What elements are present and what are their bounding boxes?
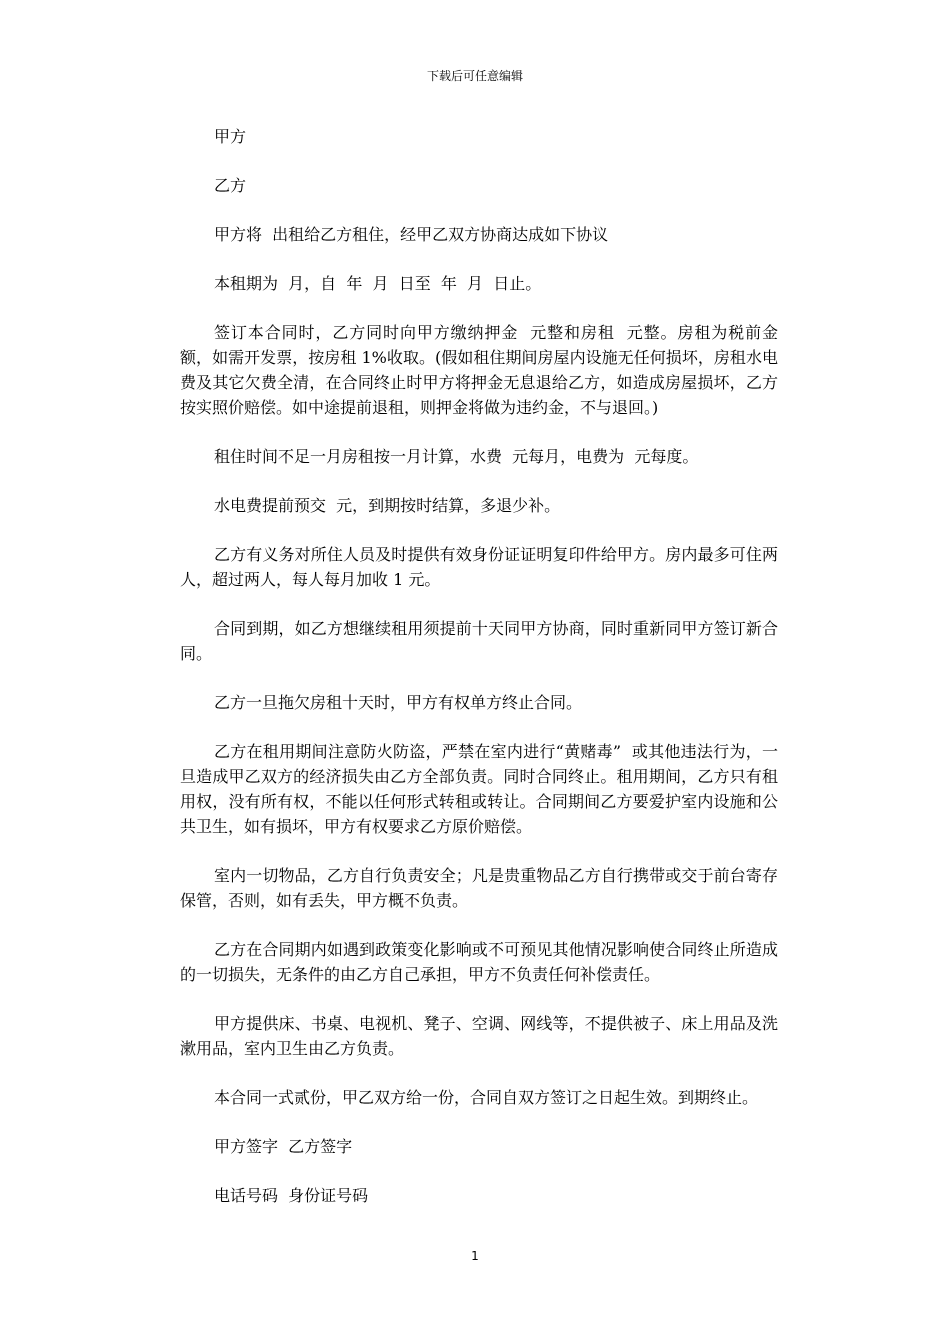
page-header: 下载后可任意编辑: [426, 69, 523, 83]
force-majeure-clause: 乙方在合同期内如遇到政策变化影响或不可预见其他情况影响使合同终止所造成的一切损失，无条件的由乙方自己承担，甲方不负责任何补偿责任。: [180, 940, 778, 984]
document-body: [180, 124, 778, 1232]
copies-clause: 本合同一式贰份，甲乙双方给一份，合同自双方签订之日起生效。到期终止。: [214, 1088, 759, 1107]
lease-term-clause: 本租期为 月，自 年 月 日至 年 月 日止。: [214, 274, 542, 293]
deposit-clause: 签订本合同时，乙方同时向甲方缴纳押金 元整和房租 元整。房租为税前金额，如需开发票，按房租 1%收取。(假如租住期间房屋内设施无任何损坏，房租水电费及其它欠费全清，在合同终止时甲方将押金无息退给乙方，如造成房屋损坏，乙方按实照价赔偿。如中途提前退租，则押金将做为违约金，不与退回。): [180, 323, 778, 417]
arrears-clause: 乙方一旦拖欠房租十天时，甲方有权单方终止合同。: [214, 693, 583, 712]
rent-calculation-clause: 租住时间不足一月房租按一月计算，水费 元每月，电费为 元每度。: [214, 447, 699, 466]
signature-line: 甲方签字 乙方签字: [214, 1137, 353, 1156]
party-a-line: 甲方: [214, 127, 247, 146]
page-number: 1: [471, 1249, 479, 1263]
utility-prepay-clause: 水电费提前预交 元，到期按时结算，多退少补。: [214, 496, 561, 515]
party-b-line: 乙方: [214, 176, 247, 195]
belongings-clause: 室内一切物品，乙方自行负责安全；凡是贵重物品乙方自行携带或交于前台寄存保管，否则，如有丢失，甲方概不负责。: [180, 866, 778, 910]
furnishings-clause: 甲方提供床、书桌、电视机、凳子、空调、网线等，不提供被子、床上用品及洗漱用品，室内卫生由乙方负责。: [180, 1014, 778, 1058]
contact-id-line: 电话号码 身份证号码: [214, 1186, 369, 1205]
occupant-id-clause: 乙方有义务对所住人员及时提供有效身份证证明复印件给甲方。房内最多可住两人，超过两人，每人每月加收 1 元。: [180, 545, 778, 589]
safety-clause: 乙方在租用期间注意防火防盗，严禁在室内进行“黄赌毒” 或其他违法行为，一旦造成甲乙双方的经济损失由乙方全部负责。同时合同终止。租用期间，乙方只有租用权，没有所有权，不能以任何形式转租或转让。合同期间乙方要爱护室内设施和公共卫生，如有损坏，甲方有权要求乙方原价赔偿。: [180, 742, 778, 836]
agreement-intro: 甲方将 出租给乙方租住，经甲乙双方协商达成如下协议: [214, 225, 609, 244]
renewal-clause: 合同到期，如乙方想继续租用须提前十天同甲方协商，同时重新同甲方签订新合同。: [180, 619, 778, 663]
